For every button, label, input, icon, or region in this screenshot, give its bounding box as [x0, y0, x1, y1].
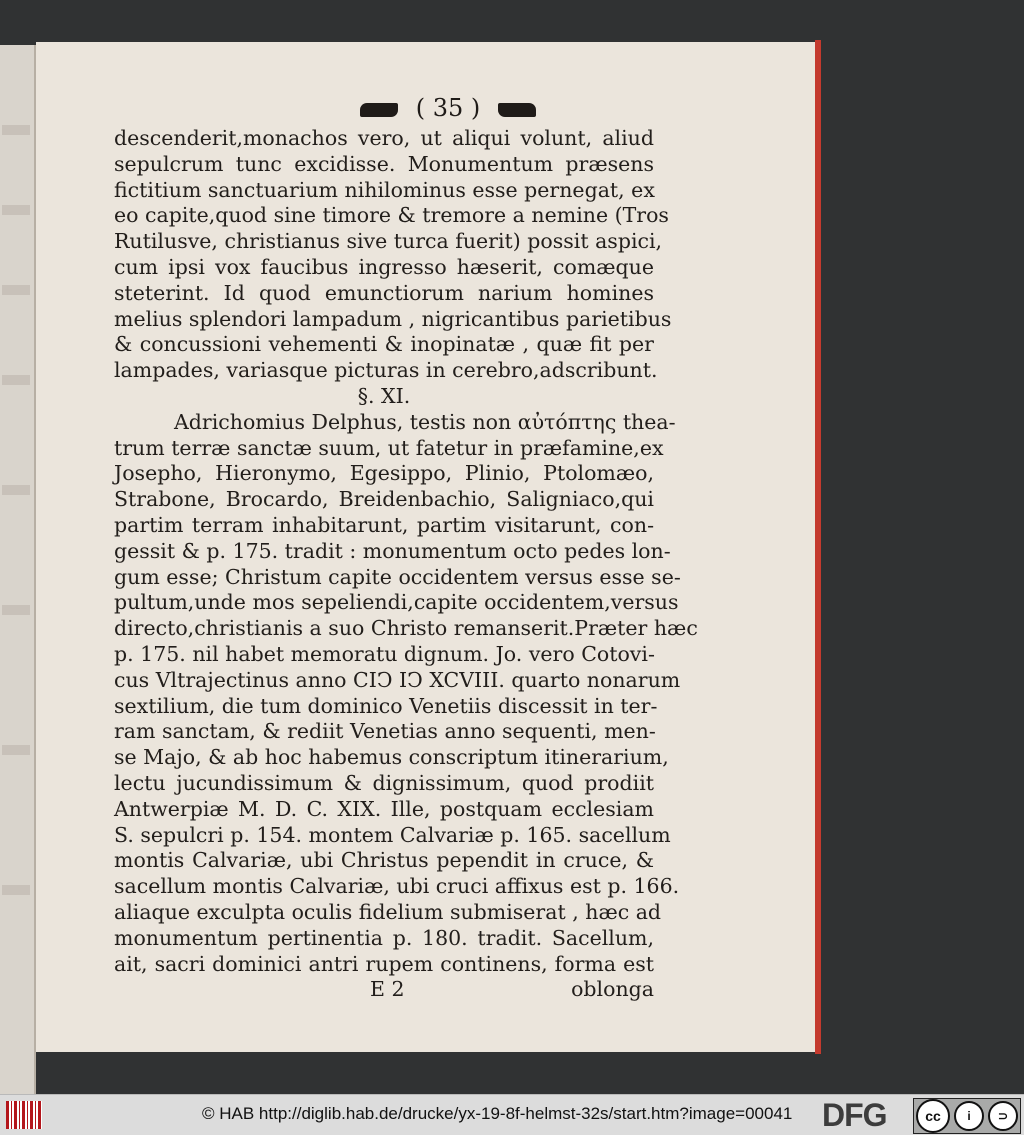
section-heading: §. XI. [357, 383, 411, 408]
text-line: Josepho, Hieronymo, Egesippo, Plinio, Ptolomæo, [114, 461, 654, 486]
text-line: ait, sacri dominici antri rupem continens, forma est [114, 951, 654, 976]
text-line: sepulcrum tunc excidisse. Monumentum præsens [114, 151, 654, 176]
bleed-through-mark [2, 375, 30, 385]
bleed-through-mark [2, 285, 30, 295]
signature-line [114, 977, 654, 1003]
text-line: cus Vltrajectinus anno CIↃ IↃ XCVIII. quarto nonarum [114, 667, 681, 692]
bleed-through-mark [2, 885, 30, 895]
left-ornament-icon [360, 103, 398, 117]
text-line: lectu jucundissimum & dignissimum, quod prodiit [114, 770, 654, 795]
cc-license-badge[interactable] [913, 1098, 1021, 1134]
text-line: partim terram inhabitarunt, partim visitarunt, con- [114, 512, 654, 537]
bleed-through-mark [2, 205, 30, 215]
text-line: montis Calvariæ, ubi Christus pependit in cruce, & [114, 848, 654, 873]
text-line: eo capite,quod sine timore & tremore a nemine (Tros [114, 203, 669, 228]
text-line: sextilium, die tum dominico Venetiis discessit in ter- [114, 693, 658, 718]
text-line: descenderit,monachos vero, ut aliqui volunt, aliud [114, 126, 654, 150]
text-line: cum ipsi vox faucibus ingresso hæserit, comæque [114, 254, 654, 279]
text-line: & concussioni vehementi & inopinatæ , quæ fit per [114, 332, 654, 357]
viewer-footer [0, 1094, 1024, 1135]
text-line: steterint. Id quod emunctiorum narium homines [114, 280, 654, 305]
bleed-through-mark [2, 485, 30, 495]
text-line: Antwerpiæ M. D. C. XIX. Ille, postquam ecclesiam [114, 796, 654, 821]
text-line: se Majo, & ab hoc habemus conscriptum itinerarium, [114, 745, 669, 770]
facing-page-edge [0, 45, 36, 1095]
text-line: Rutilusve, christianus sive turca fuerit) possit aspici, [114, 229, 663, 254]
page-header [0, 94, 960, 122]
text-line: p. 175. nil habet memoratu dignum. Jo. vero Cotovi- [114, 641, 655, 666]
text-line: gessit & p. 175. tradit : monumentum octo pedes lon- [114, 538, 671, 563]
text-line: lampades, variasque picturas in cerebro,adscribunt. [114, 358, 658, 383]
dfg-logo: DFG [822, 1097, 887, 1133]
text-line: pultum,unde mos sepeliendi,capite occidentem,versus [114, 590, 679, 615]
bleed-through-mark [2, 605, 30, 615]
page-number: ( 35 ) [415, 94, 481, 122]
text-line: directo,christianis a suo Christo remanserit.Præter hæc [114, 616, 698, 641]
text-line: fictitium sanctuarium nihilominus esse pernegat, ex [114, 177, 655, 202]
text-line: melius splendori lampadum , nigricantibus parietibus [114, 306, 672, 331]
copyright-link[interactable]: © HAB http://diglib.hab.de/drucke/yx-19-8f-helmst-32s/start.htm?image=00041 [202, 1104, 793, 1123]
text-line: sacellum montis Calvariæ, ubi cruci affixus est p. 166. [114, 874, 680, 899]
cc-icon: cc [916, 1099, 950, 1133]
by-attribution-icon: i [954, 1101, 984, 1131]
text-line: aliaque exculpta oculis fidelium submiserat , hæc ad [114, 899, 662, 924]
text-line: ram sanctam, & rediit Venetias anno sequenti, men- [114, 719, 656, 744]
text-line: Adrichomius Delphus, testis non αὐτόπτης thea- [174, 409, 676, 434]
text-line: trum terræ sanctæ suum, ut fatetur in præfamine,ex [114, 435, 664, 460]
bleed-through-mark [2, 745, 30, 755]
share-alike-icon: ⊃ [988, 1101, 1018, 1131]
red-page-edge [815, 40, 821, 1054]
text-line: Strabone, Brocardo, Breidenbachio, Saligniaco,qui [114, 487, 654, 512]
right-ornament-icon [498, 103, 536, 117]
bleed-through-mark [2, 125, 30, 135]
text-line: gum esse; Christum capite occidentem versus esse se- [114, 564, 681, 589]
hab-barcode-logo [6, 1101, 42, 1129]
body-text [114, 126, 698, 1003]
text-line: S. sepulcri p. 154. montem Calvariæ p. 165. sacellum [114, 822, 671, 847]
signature-mark: E 2 [370, 977, 405, 1002]
text-line: monumentum pertinentia p. 180. tradit. Sacellum, [114, 925, 654, 950]
catchword: oblonga [571, 977, 654, 1002]
